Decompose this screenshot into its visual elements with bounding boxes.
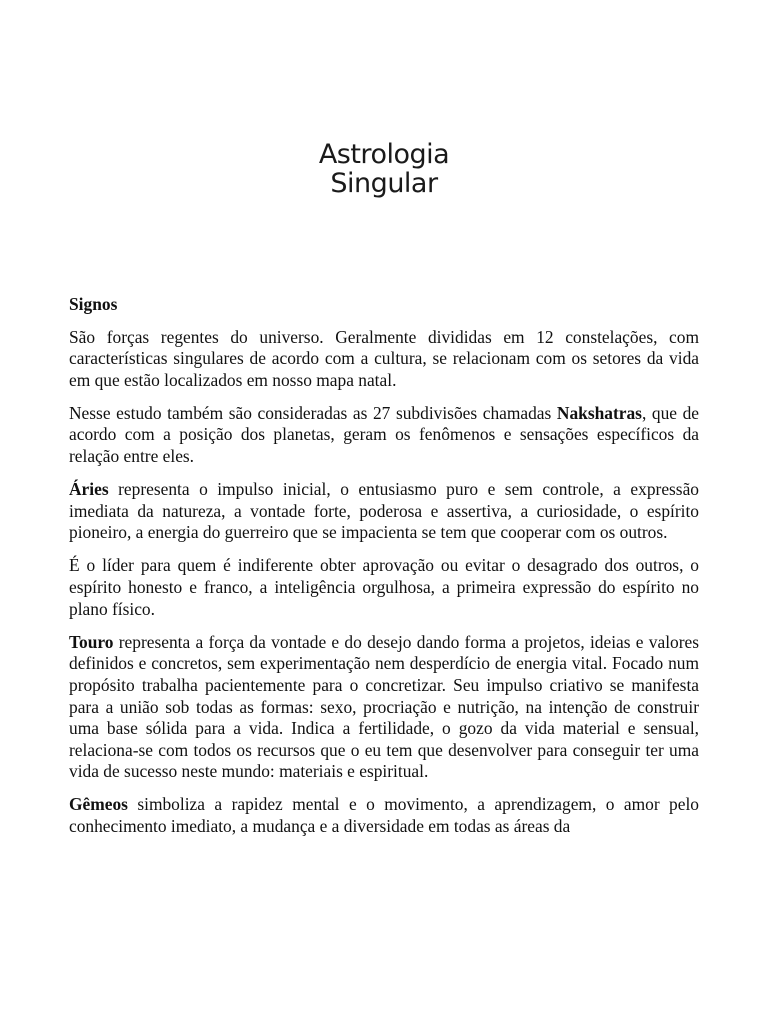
paragraph-touro	[69, 632, 699, 783]
term-touro: Touro	[69, 631, 114, 652]
logo-line-1: Astrologia	[318, 139, 450, 170]
term-gemeos: Gêmeos	[69, 794, 128, 815]
paragraph-gemeos-text: simboliza a rapidez mental e o movimento, a aprendizagem, o amor pelo conhecimento imediato, a mudança e a diversidade em todas as áreas da	[69, 794, 699, 836]
paragraph-nakshatras	[69, 403, 699, 468]
paragraph-gemeos	[69, 794, 699, 837]
term-aries: Áries	[69, 479, 109, 500]
paragraph-nakshatras-text-2: , que de acordo com a posição dos planetas, geram os fenômenos e sensações específicos da relação entre eles.	[69, 402, 699, 467]
document-body	[69, 294, 699, 849]
term-nakshatras: Nakshatras	[556, 402, 642, 423]
paragraph-nakshatras-text-1: Nesse estudo também são consideradas as 27 subdivisões chamadas	[69, 402, 557, 423]
section-heading: Signos	[69, 294, 118, 314]
logo-line-2: Singular	[330, 168, 438, 199]
paragraph-aries-text: representa o impulso inicial, o entusiasmo puro e sem controle, a expressão imediata da natureza, a vontade forte, poderosa e assertiva, a curiosidade, o espírito pioneiro, a energia do guerreiro que se impacienta se tem que cooperar com os outros.	[69, 479, 699, 543]
paragraph-intro: São forças regentes do universo. Geralmente divididas em 12 constelações, com características singulares de acordo com a cultura, se relacionam com os setores da vida em que estão localizados em nosso mapa natal.	[69, 326, 699, 390]
paragraph-aries	[69, 479, 699, 544]
paragraph-aries-leader: É o líder para quem é indiferente obter aprovação ou evitar o desagrado dos outros, o espírito honesto e franco, a inteligência orgulhosa, a primeira expressão do espírito no plano físico.	[69, 555, 699, 619]
brand-logo	[0, 140, 768, 198]
paragraph-touro-text: representa a força da vontade e do desejo dando forma a projetos, ideias e valores definidos e concretos, sem experimentação nem desperdício de energia vital. Focado num propósito trabalha pacientemente para o concretizar. Seu impulso criativo se manifesta para a união sob todas as formas: sexo, procriação e nutrição, na intenção de construir uma base sólida para a vida. Indica a fertilidade, o gozo da vida material e sensual, relaciona-se com todos os recursos que o eu tem que desenvolver para conseguir ter uma vida de sucesso neste mundo: materiais e espiritual.	[69, 631, 699, 782]
